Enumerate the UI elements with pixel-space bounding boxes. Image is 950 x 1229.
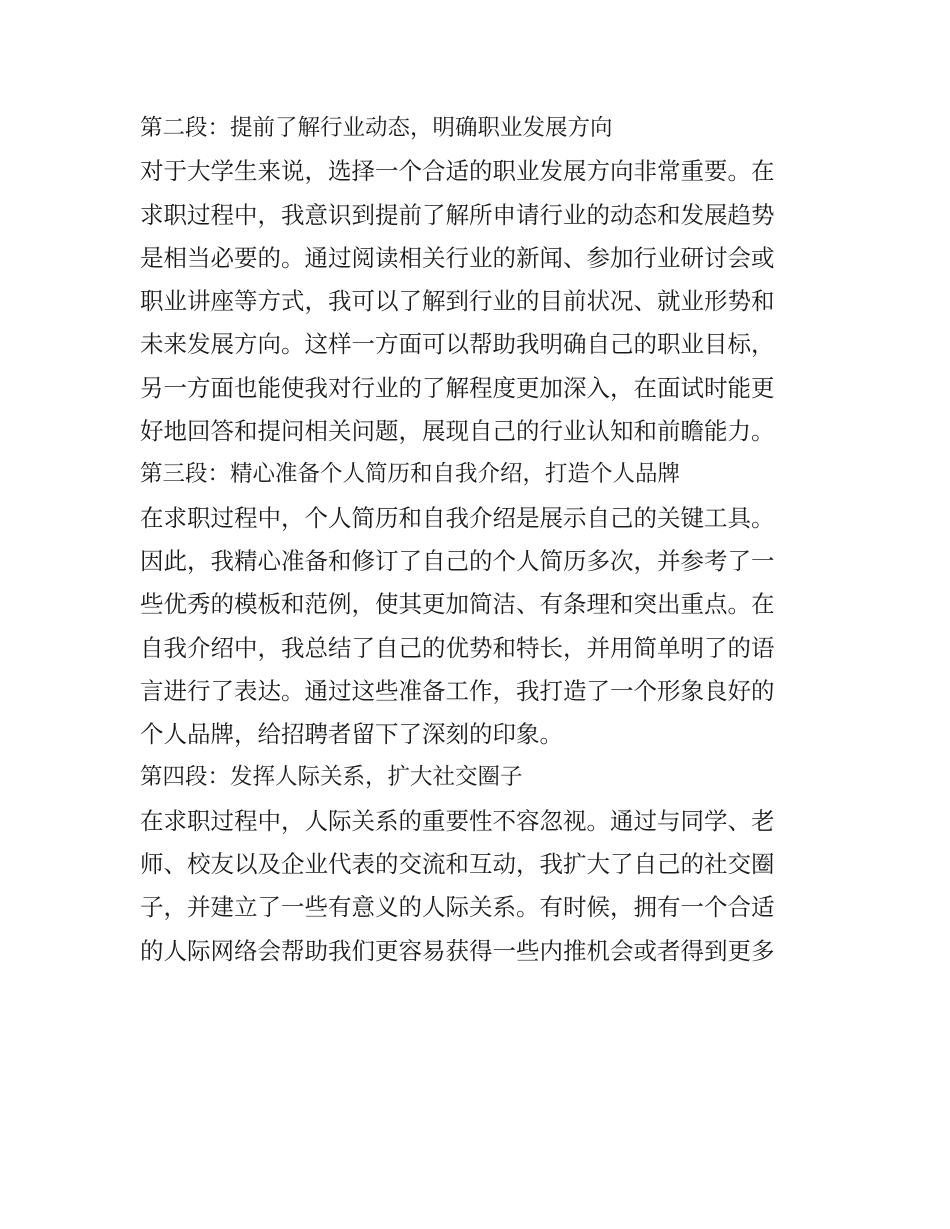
paragraph-line: 因此，我精心准备和修订了自己的个人简历多次，并参考了一: [140, 546, 775, 575]
paragraph-line: 师、校友以及企业代表的交流和互动，我扩大了自己的社交圈: [140, 850, 775, 879]
paragraph-line: 是相当必要的。通过阅读相关行业的新闻、参加行业研讨会或: [140, 243, 775, 272]
paragraph-line: 些优秀的模板和范例，使其更加简洁、有条理和突出重点。在: [140, 590, 775, 619]
paragraph-line: 未来发展方向。这样一方面可以帮助我明确自己的职业目标，: [140, 330, 775, 359]
section-heading: 第四段：发挥人际关系，扩大社交圈子: [140, 764, 523, 791]
paragraph-line: 职业讲座等方式，我可以了解到行业的目前状况、就业形势和: [140, 287, 775, 316]
paragraph-line: 另一方面也能使我对行业的了解程度更加深入，在面试时能更: [140, 373, 775, 402]
paragraph-line: 在求职过程中，个人简历和自我介绍是展示自己的关键工具。: [140, 503, 775, 532]
paragraph-line: 的人际网络会帮助我们更容易获得一些内推机会或者得到更多: [140, 936, 775, 965]
paragraph-line: 言进行了表达。通过这些准备工作，我打造了一个形象良好的: [140, 676, 775, 705]
paragraph-line: 求职过程中，我意识到提前了解所申请行业的动态和发展趋势: [140, 200, 775, 229]
paragraph-line: 子，并建立了一些有意义的人际关系。有时候，拥有一个合适: [140, 893, 775, 922]
paragraph-line: 对于大学生来说，选择一个合适的职业发展方向非常重要。在: [140, 157, 775, 186]
paragraph-line: 自我介绍中，我总结了自己的优势和特长，并用简单明了的语: [140, 633, 775, 662]
paragraph-line: 好地回答和提问相关问题，展现自己的行业认知和前瞻能力。: [140, 417, 775, 446]
section-heading: 第二段：提前了解行业动态，明确职业发展方向: [140, 115, 613, 141]
section-heading: 第三段：精心准备个人简历和自我介绍，打造个人品牌: [140, 461, 681, 488]
document-body: [140, 107, 820, 973]
paragraph-line: 在求职过程中，人际关系的重要性不容忽视。通过与同学、老: [140, 806, 775, 835]
paragraph-line: 个人品牌，给招聘者留下了深刻的印象。: [140, 720, 563, 749]
